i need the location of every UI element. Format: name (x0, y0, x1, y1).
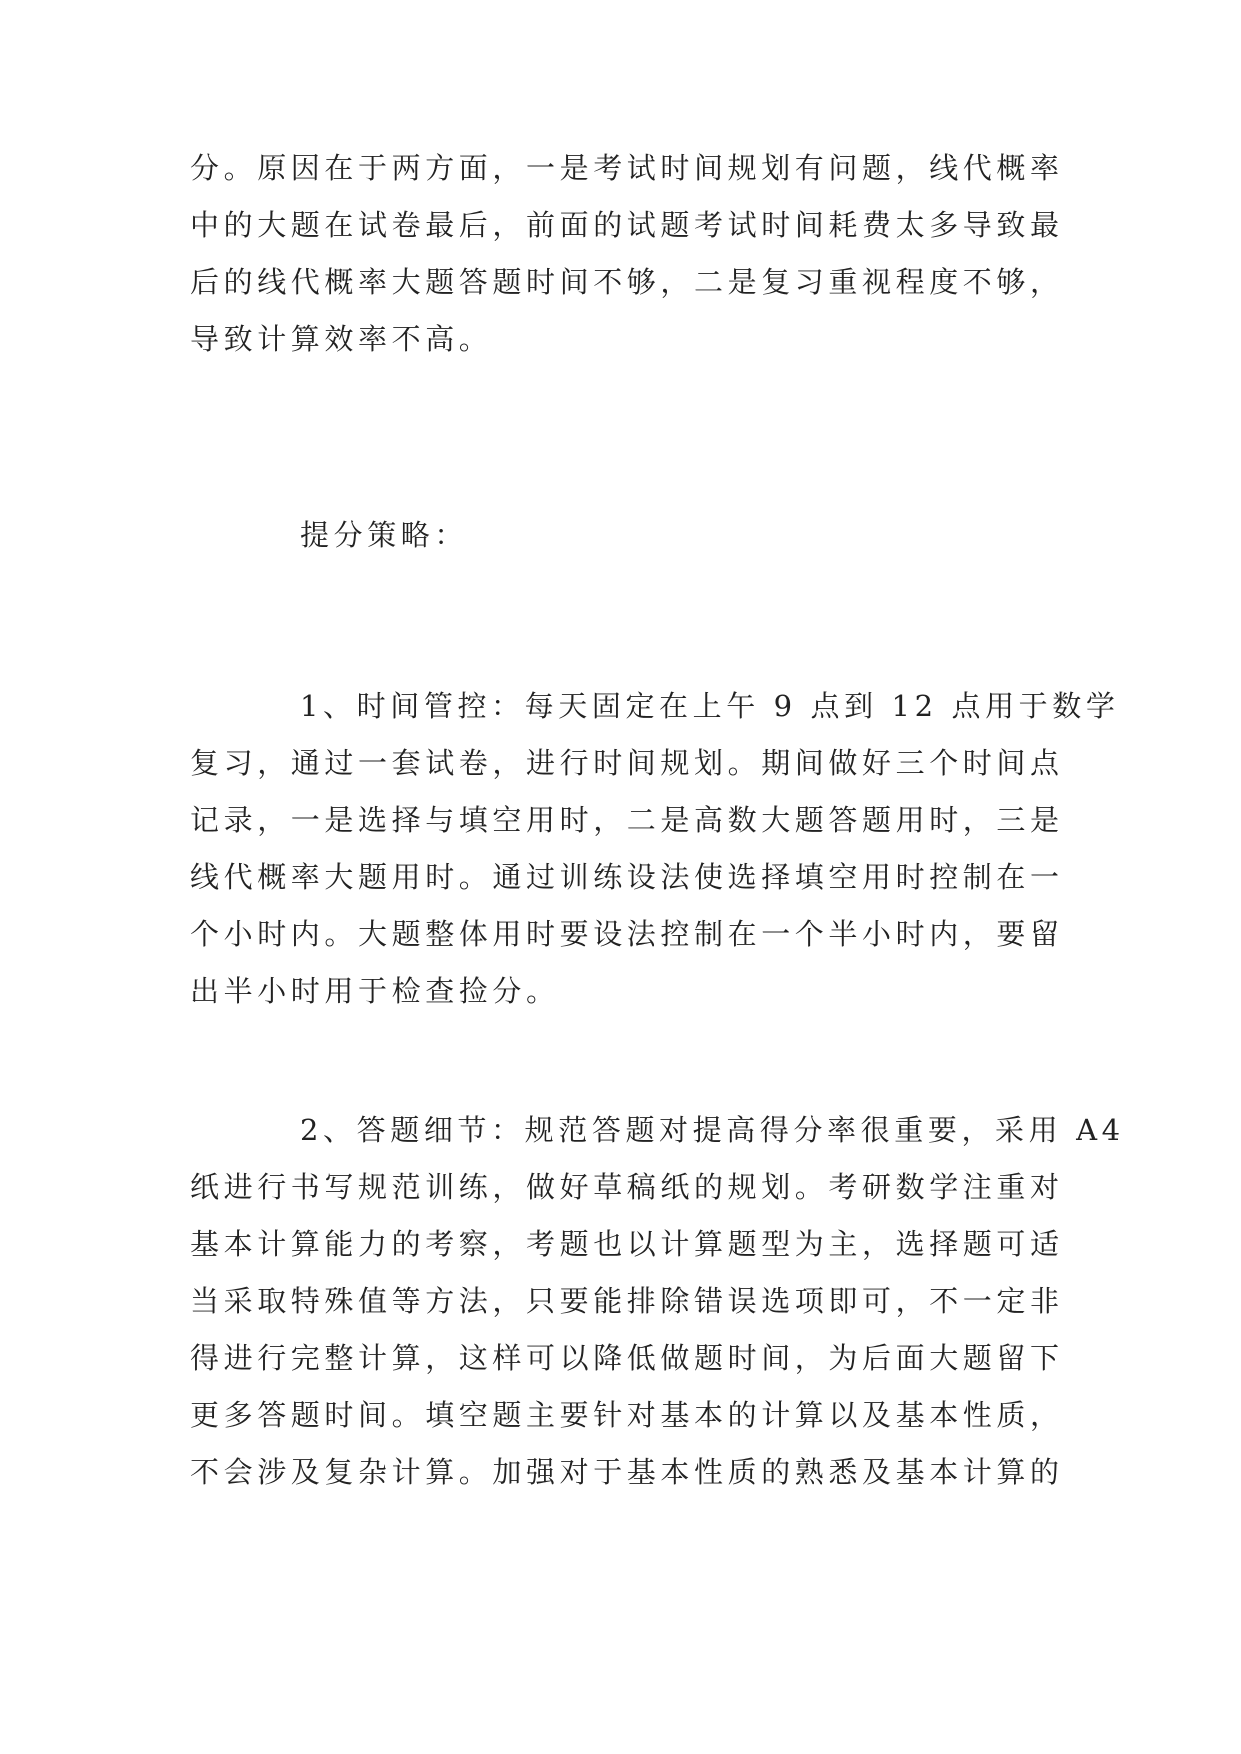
heading-text: 提分策略： (300, 518, 469, 552)
text-line: 中的大题在试卷最后，前面的试题考试时间耗费太多导致最 (190, 208, 1064, 242)
text-line: 出半小时用于检查捡分。 (190, 974, 560, 1008)
text-line: 纸进行书写规范训练，做好草稿纸的规划。考研数学注重对 (190, 1170, 1064, 1204)
text-line: 得进行完整计算，这样可以降低做题时间，为后面大题留下 (190, 1341, 1064, 1375)
text-line: 线代概率大题用时。通过训练设法使选择填空用时控制在一 (190, 860, 1064, 894)
text-line: 基本计算能力的考察，考题也以计算题型为主，选择题可适 (190, 1227, 1064, 1261)
text-line: 分。原因在于两方面，一是考试时间规划有问题，线代概率 (190, 151, 1064, 185)
text-line: 当采取特殊值等方法，只要能排除错误选项即可，不一定非 (190, 1284, 1064, 1318)
text-line: 1、时间管控：每天固定在上午 9 点到 12 点用于数学 (300, 689, 1120, 723)
text-line: 更多答题时间。填空题主要针对基本的计算以及基本性质， (190, 1398, 1064, 1432)
text-line: 后的线代概率大题答题时间不够，二是复习重视程度不够， (190, 265, 1064, 299)
text-line: 不会涉及复杂计算。加强对于基本性质的熟悉及基本计算的 (190, 1455, 1064, 1489)
text-line: 2、答题细节：规范答题对提高得分率很重要，采用 A4 (300, 1113, 1125, 1147)
text-line: 导致计算效率不高。 (190, 322, 493, 356)
text-line: 复习，通过一套试卷，进行时间规划。期间做好三个时间点 (190, 746, 1064, 780)
text-line: 个小时内。大题整体用时要设法控制在一个半小时内，要留 (190, 917, 1064, 951)
text-line: 记录，一是选择与填空用时，二是高数大题答题用时，三是 (190, 803, 1064, 837)
